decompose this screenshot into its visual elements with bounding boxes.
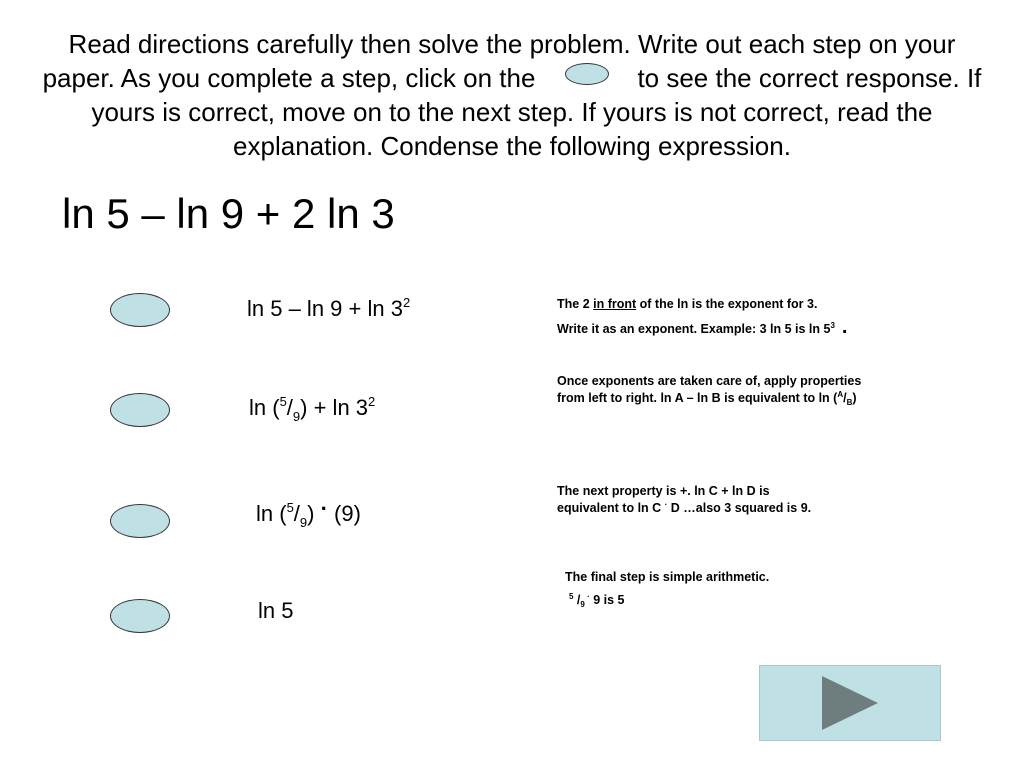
sample-oval-icon	[565, 63, 609, 85]
step-1-expl-line-2	[557, 316, 848, 338]
step-3-expl-2a: equivalent to ln C	[557, 501, 665, 515]
step-3-part-b: )	[307, 501, 321, 526]
step-2-text	[249, 394, 376, 424]
step-3-expl-dot: ·	[664, 500, 668, 509]
step-2-exponent: 2	[368, 394, 376, 409]
reveal-step-1-button[interactable]	[110, 293, 170, 327]
instructions-part-2: to see the correct response. If yours is correct, move on to the next step. If yours is not correct, read the explanation. Condense the following expression.	[91, 63, 982, 161]
step-4-expl-2b: 9 is 5	[589, 593, 625, 607]
step-1-expl-period: .	[841, 316, 848, 338]
step-3-numerator: 5	[286, 500, 294, 515]
step-3-expl-line-1: The next property is +. ln C + ln D is	[557, 484, 770, 498]
step-3-multiply-dot: ·	[320, 496, 328, 521]
step-4-expl-num: 5	[569, 592, 574, 601]
step-4-expl-slash: /	[573, 593, 581, 607]
step-3-explanation	[557, 483, 811, 517]
step-2-expl-num: A	[837, 390, 844, 399]
step-2-part-b: ) + ln 3	[300, 395, 369, 420]
step-4-expl-den: 9	[580, 600, 585, 609]
step-4-expl-dot: ·	[584, 592, 590, 601]
step-2-explanation	[557, 373, 861, 407]
step-2-numerator: 5	[279, 394, 287, 409]
step-3-text	[256, 496, 361, 530]
step-2-expl-den: B	[846, 398, 853, 407]
reveal-step-3-button[interactable]	[110, 504, 170, 538]
step-3-expl-2b: D …also 3 squared is 9.	[667, 501, 812, 515]
step-2-expl-2b: )	[852, 391, 857, 405]
step-3-part-c: (9)	[327, 501, 361, 526]
step-4-expl-line-1: The final step is simple arithmetic.	[565, 570, 770, 584]
reveal-step-2-button[interactable]	[110, 393, 170, 427]
step-3-denominator: 9	[299, 515, 308, 530]
step-1-expl-1a: The 2	[557, 297, 594, 311]
step-3-expl-line-2	[557, 500, 811, 517]
step-3-slash: /	[293, 501, 300, 526]
step-4-text: ln 5	[258, 598, 294, 623]
step-4-expl-line-2	[565, 592, 769, 609]
instructions-text	[40, 27, 984, 163]
step-2-part-a: ln (	[249, 395, 280, 420]
step-2-expl-2a: from left to right. ln A – ln B is equivalent to ln (	[557, 391, 838, 405]
step-1-expl-2a: Write it as an exponent. Example: 3 ln 5 is ln 5	[557, 322, 831, 336]
step-4-explanation	[565, 569, 769, 609]
step-2-denominator: 9	[292, 409, 301, 424]
step-2-expl-line-1: Once exponents are taken care of, apply properties	[557, 374, 862, 388]
step-1-expl-line-1	[557, 296, 847, 313]
play-arrow-icon	[822, 676, 878, 730]
step-1-explanation	[557, 296, 847, 338]
next-slide-button[interactable]	[759, 665, 941, 741]
instructions-part-1: Read directions carefully then solve the problem. Write out each step on your paper. As you complete a step, click on the	[42, 29, 956, 93]
step-1-expl-exponent: 3	[830, 321, 835, 330]
problem-expression: ln 5 – ln 9 + 2 ln 3	[62, 190, 395, 237]
step-1-expl-underlined: in front	[593, 297, 637, 311]
step-1-text	[247, 296, 410, 322]
step-2-expl-slash: /	[843, 391, 847, 405]
reveal-step-4-button[interactable]	[110, 599, 170, 633]
step-1-main: ln 5 – ln 9 + ln 3	[247, 296, 403, 321]
step-3-part-a: ln (	[256, 501, 287, 526]
step-1-exponent: 2	[402, 295, 411, 310]
step-2-expl-line-2	[557, 390, 861, 407]
step-2-slash: /	[286, 395, 293, 420]
step-1-expl-1b: of the ln is the exponent for 3.	[636, 297, 818, 311]
